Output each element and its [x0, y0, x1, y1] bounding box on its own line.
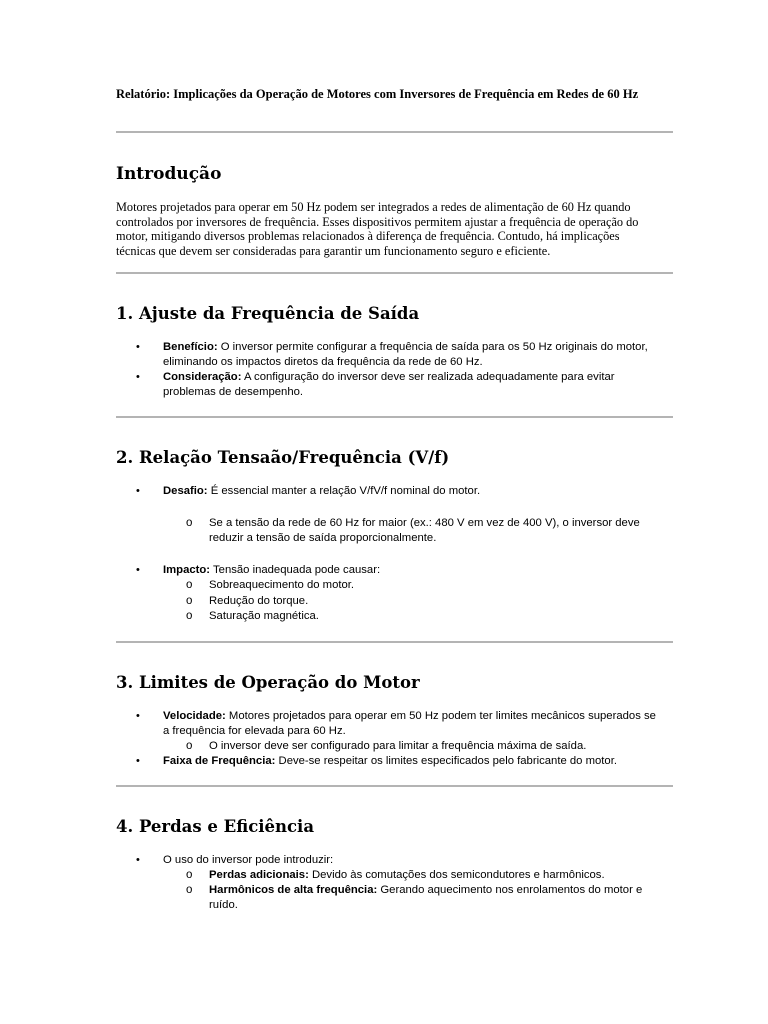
sub-list-item	[186, 594, 659, 609]
item-label: Perdas adicionais:	[209, 869, 309, 881]
bullet-icon: •	[136, 341, 140, 353]
item-label: Faixa de Frequência:	[163, 755, 276, 767]
item-label: Harmônicos de alta frequência:	[209, 884, 378, 896]
sub-list-item	[186, 868, 659, 883]
section-heading-4: 4. Perdas e Eficiência	[116, 817, 315, 836]
bullet-icon: •	[136, 755, 140, 767]
item-text: O inversor permite configurar a frequência de saída para os 50 Hz originais do motor, eliminando os impactos diretos da frequência da rede de 60 Hz.	[163, 341, 648, 369]
bullet-icon: •	[136, 371, 140, 383]
item-text: Gerando aquecimento nos enrolamentos do motor e ruído.	[209, 884, 643, 912]
circle-bullet-icon: o	[186, 884, 193, 896]
list-item	[136, 484, 663, 499]
document-title: Relatório: Implicações da Operação de Motores com Inversores de Frequência em Redes de 60 Hz	[116, 87, 639, 101]
circle-bullet-icon: o	[186, 610, 193, 622]
item-text: Tensão inadequada pode causar:	[210, 564, 381, 576]
list-item	[136, 340, 663, 370]
horizontal-rule	[116, 416, 673, 418]
item-text: O inversor deve ser configurado para limitar a frequência máxima de saída.	[209, 740, 587, 752]
item-text: Redução do torque.	[209, 595, 309, 607]
sub-list-item	[186, 578, 659, 593]
bullet-icon: •	[136, 710, 140, 722]
item-label: Desafio:	[163, 485, 208, 497]
list-item	[136, 563, 663, 578]
list-item	[136, 853, 663, 868]
item-text: É essencial manter a relação V/fV/f nominal do motor.	[207, 485, 481, 497]
bullet-icon: •	[136, 564, 140, 576]
item-text: A configuração do inversor deve ser realizada adequadamente para evitar problemas de desempenho.	[163, 371, 615, 399]
section-heading-intro: Introdução	[116, 164, 222, 184]
section-heading-2: 2. Relação Tensaão/Frequência (V/f)	[116, 448, 450, 467]
item-text: Se a tensão da rede de 60 Hz for maior (ex.: 480 V em vez de 400 V), o inversor deve reduzir a tensão de saída proporcionalmente.	[209, 517, 640, 545]
item-text: Motores projetados para operar em 50 Hz podem ter limites mecânicos superados se a frequência for elevada para 60 Hz.	[163, 710, 656, 738]
sub-list-item	[186, 739, 659, 754]
item-label: Velocidade:	[163, 710, 226, 722]
item-text: Devido às comutações dos semicondutores e harmônicos.	[308, 869, 605, 881]
item-text: O uso do inversor pode introduzir:	[163, 854, 334, 866]
section-heading-1: 1. Ajuste da Frequência de Saída	[116, 304, 420, 323]
list-item	[136, 709, 663, 739]
circle-bullet-icon: o	[186, 595, 193, 607]
sub-list-item	[186, 516, 659, 546]
sub-list-item	[186, 883, 659, 913]
circle-bullet-icon: o	[186, 517, 193, 529]
item-text: Saturação magnética.	[209, 610, 319, 622]
sub-list-item	[186, 609, 659, 624]
item-text: Sobreaquecimento do motor.	[209, 579, 355, 591]
item-text: Deve-se respeitar os limites especificados pelo fabricante do motor.	[275, 755, 617, 767]
circle-bullet-icon: o	[186, 869, 193, 881]
horizontal-rule	[116, 272, 673, 274]
circle-bullet-icon: o	[186, 579, 193, 591]
list-item	[136, 754, 663, 769]
horizontal-rule	[116, 785, 673, 787]
bullet-icon: •	[136, 854, 140, 866]
bullet-icon: •	[136, 485, 140, 497]
horizontal-rule	[116, 131, 673, 133]
item-label: Benefício:	[163, 341, 218, 353]
horizontal-rule	[116, 641, 673, 643]
list-item	[136, 370, 663, 400]
item-label: Impacto:	[163, 564, 211, 576]
section-heading-3: 3. Limites de Operação do Motor	[116, 673, 420, 692]
intro-paragraph: Motores projetados para operar em 50 Hz podem ser integrados a redes de alimentação de 60 Hz quando controlados por inversores de frequência. Esses dispositivos permitem ajustar a frequência de operação do motor, mitigando diversos problemas relacionados à diferença de frequência. Contudo, há implicações técnicas que devem ser consideradas para garantir um funcionamento seguro e eficiente.	[116, 200, 639, 258]
item-label: Consideração:	[163, 371, 242, 383]
circle-bullet-icon: o	[186, 740, 193, 752]
